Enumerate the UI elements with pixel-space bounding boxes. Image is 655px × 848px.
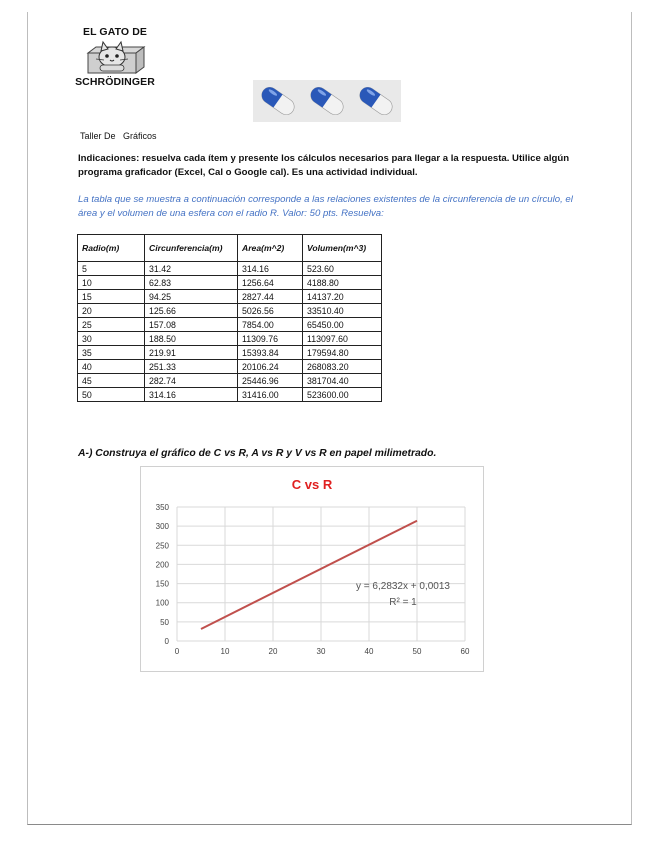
cell-radio: 25 bbox=[78, 318, 145, 332]
cell-volumen: 65450.00 bbox=[303, 318, 382, 332]
table-row bbox=[78, 318, 382, 332]
x-tick-label: 60 bbox=[460, 647, 470, 656]
cell-radio: 50 bbox=[78, 388, 145, 402]
trendline-equation: y = 6,2832x + 0,0013 bbox=[356, 581, 450, 592]
cell-area: 15393.84 bbox=[238, 346, 303, 360]
x-tick-label: 0 bbox=[174, 647, 180, 656]
cell-radio: 35 bbox=[78, 346, 145, 360]
y-tick-label: 200 bbox=[155, 560, 169, 570]
cell-volumen: 381704.40 bbox=[303, 374, 382, 388]
capsules-image bbox=[253, 80, 401, 122]
cell-area: 2827.44 bbox=[238, 290, 303, 304]
y-tick-label: 350 bbox=[155, 503, 169, 512]
logo bbox=[70, 26, 160, 88]
logo-line1: EL GATO DE bbox=[82, 26, 147, 38]
part-a-question: A-) Construya el gráfico de C vs R, A vs R y V vs R en papel milimetrado. bbox=[78, 448, 437, 459]
y-tick-label: 250 bbox=[155, 541, 169, 551]
capsule-icon bbox=[302, 80, 352, 122]
cell-volumen: 523.60 bbox=[303, 262, 382, 276]
cell-radio: 20 bbox=[78, 304, 145, 318]
table-header-row bbox=[78, 235, 382, 262]
x-tick-label: 10 bbox=[220, 647, 230, 656]
c-vs-r-chart bbox=[140, 466, 484, 672]
cell-circunferencia: 188.50 bbox=[145, 332, 238, 346]
capsule-icon bbox=[253, 80, 303, 122]
cell-radio: 15 bbox=[78, 290, 145, 304]
cell-circunferencia: 219.91 bbox=[145, 346, 238, 360]
table-row bbox=[78, 262, 382, 276]
cell-area: 11309.76 bbox=[238, 332, 303, 346]
cell-circunferencia: 125.66 bbox=[145, 304, 238, 318]
cell-radio: 30 bbox=[78, 332, 145, 346]
y-tick-label: 150 bbox=[155, 579, 169, 589]
cell-volumen: 179594.80 bbox=[303, 346, 382, 360]
cell-area: 314.16 bbox=[238, 262, 303, 276]
logo-line2: SCHRÖDINGER bbox=[75, 76, 155, 88]
data-table bbox=[77, 234, 382, 402]
cell-radio: 5 bbox=[78, 262, 145, 276]
cell-circunferencia: 314.16 bbox=[145, 388, 238, 402]
capsule-icon bbox=[351, 80, 401, 122]
table-row bbox=[78, 346, 382, 360]
table-row bbox=[78, 276, 382, 290]
cell-radio: 40 bbox=[78, 360, 145, 374]
header-volumen: Volumen(m^3) bbox=[303, 235, 382, 262]
cell-area: 7854.00 bbox=[238, 318, 303, 332]
cell-circunferencia: 251.33 bbox=[145, 360, 238, 374]
cell-volumen: 113097.60 bbox=[303, 332, 382, 346]
cell-radio: 10 bbox=[78, 276, 145, 290]
cell-circunferencia: 94.25 bbox=[145, 290, 238, 304]
cell-volumen: 33510.40 bbox=[303, 304, 382, 318]
header-area: Area(m^2) bbox=[238, 235, 303, 262]
table-row bbox=[78, 332, 382, 346]
cell-area: 1256.64 bbox=[238, 276, 303, 290]
cell-volumen: 14137.20 bbox=[303, 290, 382, 304]
cell-circunferencia: 31.42 bbox=[145, 262, 238, 276]
x-tick-label: 50 bbox=[412, 647, 422, 656]
cell-radio: 45 bbox=[78, 374, 145, 388]
y-tick-label: 0 bbox=[164, 637, 169, 646]
series-line-c-vs-r bbox=[201, 521, 417, 629]
y-tick-label: 50 bbox=[160, 617, 169, 627]
table-row bbox=[78, 290, 382, 304]
table-row bbox=[78, 360, 382, 374]
table-row bbox=[78, 304, 382, 318]
header-radio: Radio(m) bbox=[78, 235, 145, 262]
cell-volumen: 523600.00 bbox=[303, 388, 382, 402]
cell-circunferencia: 62.83 bbox=[145, 276, 238, 290]
header-circunferencia: Circunferencia(m) bbox=[145, 235, 238, 262]
cell-circunferencia: 157.08 bbox=[145, 318, 238, 332]
cell-volumen: 4188.80 bbox=[303, 276, 382, 290]
x-tick-label: 30 bbox=[316, 647, 326, 656]
cell-volumen: 268083.20 bbox=[303, 360, 382, 374]
x-tick-label: 40 bbox=[364, 647, 374, 656]
instructions: Indicaciones: resuelva cada ítem y presente los cálculos necesarios para llegar a la respuesta. Utilice algún programa graficador (Excel, Cal o Google cal). Es una actividad individual. bbox=[78, 153, 570, 178]
cat-box-icon bbox=[82, 39, 148, 75]
y-tick-label: 300 bbox=[155, 522, 169, 532]
workshop-title: Taller De Gráficos bbox=[80, 131, 157, 141]
intro-text: La tabla que se muestra a continuación corresponde a las relaciones existentes de la circunferencia de un círculo, el área y el volumen de una esfera con el radio R. Valor: 50 pts. Resuelva: bbox=[78, 194, 573, 219]
y-tick-label: 100 bbox=[155, 598, 169, 608]
chart-svg bbox=[141, 467, 483, 671]
x-tick-label: 20 bbox=[268, 647, 278, 656]
chart-title: C vs R bbox=[291, 477, 333, 492]
r-squared-label: R² = 1 bbox=[389, 597, 417, 608]
table-row bbox=[78, 388, 382, 402]
cell-circunferencia: 282.74 bbox=[145, 374, 238, 388]
cell-area: 20106.24 bbox=[238, 360, 303, 374]
cell-area: 31416.00 bbox=[238, 388, 303, 402]
table-row bbox=[78, 374, 382, 388]
cell-area: 25446.96 bbox=[238, 374, 303, 388]
cell-area: 5026.56 bbox=[238, 304, 303, 318]
